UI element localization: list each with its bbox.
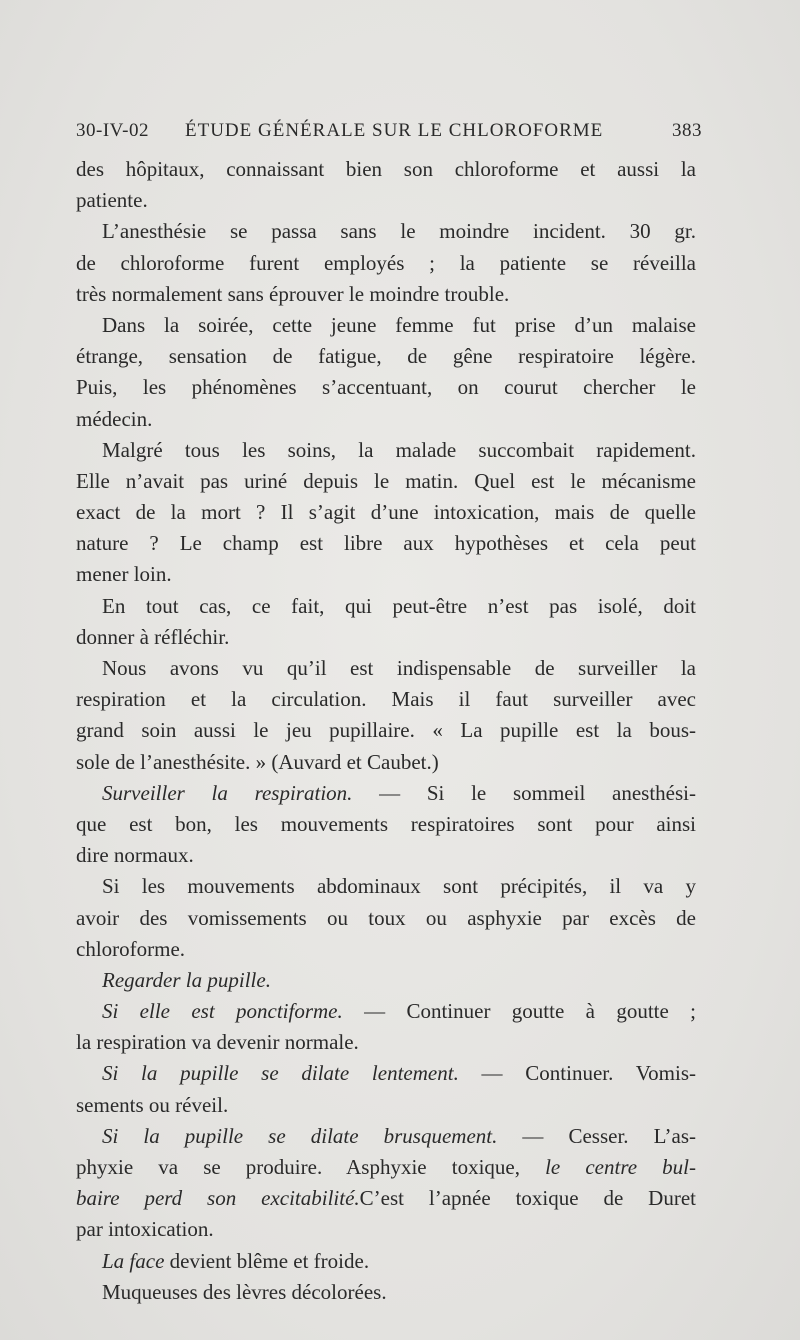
- text-line: patiente.: [76, 188, 148, 213]
- header-date: 30-IV-02: [76, 120, 149, 141]
- text-line: Dans la soirée, cette jeune femme fut prise d’un malaise: [102, 312, 696, 337]
- text-line: des hôpitaux, connaissant bien son chloroforme et aussi la: [76, 157, 696, 181]
- text-line: donner à réfléchir.: [76, 624, 230, 649]
- text-line: mener loin.: [76, 562, 172, 587]
- text-line: médecin.: [76, 406, 153, 431]
- italic-heading: La face: [102, 1248, 165, 1273]
- running-header: [76, 120, 702, 148]
- text-line: [76, 965, 696, 996]
- page-body-text: [76, 154, 696, 1308]
- text-line: Si la pupille se dilate lentement. — Continuer. Vomis-: [102, 1061, 696, 1086]
- text-line: sements ou réveil.: [76, 1092, 229, 1117]
- page-number: 383: [672, 120, 702, 141]
- text-line: Puis, les phénomènes s’accentuant, on courut chercher le: [76, 375, 696, 400]
- text-line: grand soin aussi le jeu pupillaire. « La pupille est la bous-: [76, 718, 696, 743]
- italic-heading: Si la pupille se dilate lentement.: [102, 1061, 459, 1086]
- text-line: Nous avons vu qu’il est indispensable de surveiller la: [102, 656, 696, 680]
- text-line: de chloroforme furent employés ; la patiente se réveilla: [76, 250, 696, 275]
- italic-heading: Si elle est ponctiforme.: [102, 999, 343, 1024]
- text-line: Si la pupille se dilate brusquement. — Cesser. L’as-: [102, 1123, 696, 1148]
- text-line: Si les mouvements abdominaux sont précipités, il va y: [102, 874, 696, 899]
- text-line: par intoxication.: [76, 1217, 214, 1242]
- text-line: Elle n’avait pas uriné depuis le matin. Quel est le mécanisme: [76, 468, 696, 493]
- text-line: L’anesthésie se passa sans le moindre incident. 30 gr.: [102, 219, 696, 244]
- text-line: nature ? Le champ est libre aux hypothèses et cela peut: [76, 531, 696, 556]
- header-title: ÉTUDE GÉNÉRALE SUR LE CHLOROFORME: [185, 120, 604, 141]
- text-line: phyxie va se produire. Asphyxie toxique, le centre bul-: [76, 1155, 696, 1179]
- text-line: Si elle est ponctiforme. — Continuer goutte à goutte ;: [102, 999, 696, 1024]
- text-line: que est bon, les mouvements respiratoires sont pour ainsi: [76, 811, 696, 836]
- text-line: la respiration va devenir normale.: [76, 1030, 359, 1055]
- text-line: étrange, sensation de fatigue, de gêne respiratoire légère.: [76, 344, 696, 369]
- text-line: Surveiller la respiration. — Si le sommeil anesthési-: [102, 780, 696, 805]
- text-line: baire perd son excitabilité.C’est l’apnée toxique de Duret: [76, 1186, 696, 1211]
- text-line: chloroforme.: [76, 936, 186, 961]
- text-line: exact de la mort ? Il s’agit d’une intoxication, mais de quelle: [76, 500, 696, 525]
- text-line: Malgré tous les soins, la malade succombait rapidement.: [102, 437, 696, 462]
- text-line: En tout cas, ce fait, qui peut-être n’est pas isolé, doit: [102, 593, 696, 618]
- text-line: respiration et la circulation. Mais il faut surveiller avec: [76, 687, 696, 712]
- text-line: Muqueuses des lèvres décolorées.: [102, 1279, 387, 1304]
- text-line: La face devient blême et froide.: [102, 1248, 370, 1273]
- text-line: avoir des vomissements ou toux ou asphyxie par excès de: [76, 905, 696, 930]
- text-line: très normalement sans éprouver le moindre trouble.: [76, 281, 510, 306]
- italic-heading: Si la pupille se dilate brusquement.: [102, 1123, 498, 1148]
- italic-heading: Surveiller la respiration.: [102, 780, 353, 805]
- italic-heading: Regarder la pupille.: [102, 967, 271, 992]
- text-line: sole de l’anesthésite. » (Auvard et Caubet.): [76, 749, 439, 774]
- text-line: dire normaux.: [76, 843, 194, 868]
